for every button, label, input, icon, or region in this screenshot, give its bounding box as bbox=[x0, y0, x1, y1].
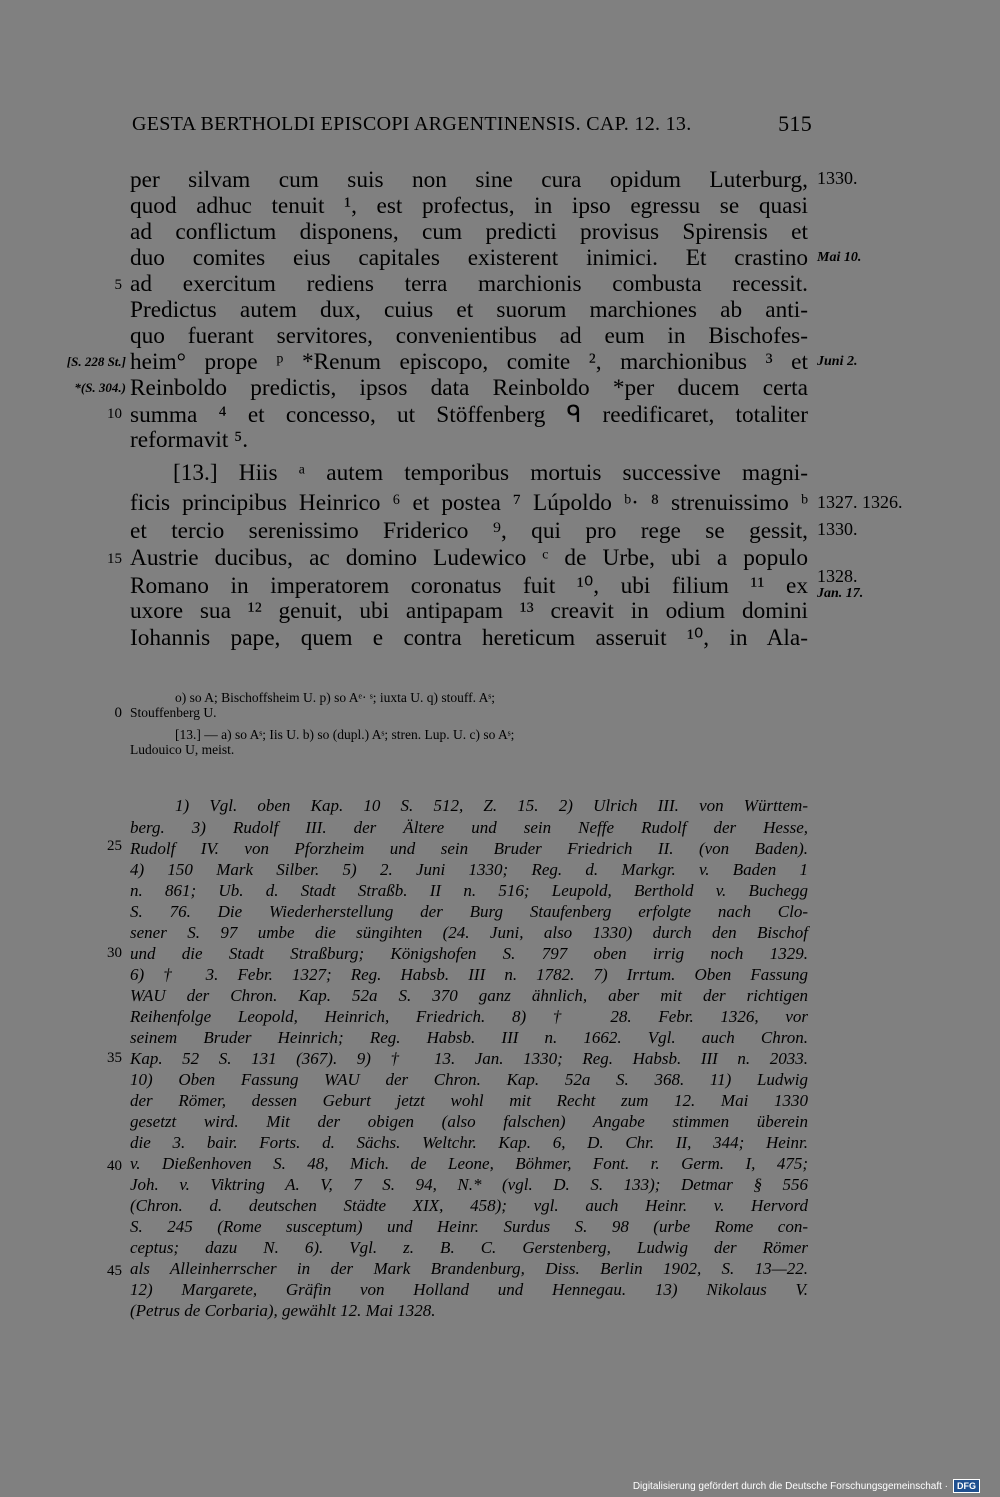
footnote-line: 10) Oben Fassung WAU der Chron. Kap. 52a S. 368. 11) Ludwig bbox=[130, 1070, 808, 1089]
text-line: uxore sua ¹² genuit, ubi antipapam ¹³ creavit in odium domini bbox=[130, 598, 808, 624]
footnote-line: 1) Vgl. oben Kap. 10 S. 512, Z. 15. 2) Ulrich III. von Württem- bbox=[175, 796, 808, 815]
footnote-line: S. 76. Die Wiederherstellung der Burg Staufenberg erfolgte nach Clo- bbox=[130, 902, 808, 921]
text-line: quo fuerant servitores, convenientibus ad eum in Bischofes- bbox=[130, 323, 808, 349]
footnote-line: ceptus; dazu N. 6). Vgl. z. B. C. Gerstenberg, Ludwig der Römer bbox=[130, 1238, 808, 1257]
line-number: 10 bbox=[107, 406, 122, 422]
line-number: 35 bbox=[107, 1050, 122, 1066]
text-line: ad exercitum rediens terra marchionis combusta recessit. bbox=[130, 271, 808, 297]
text-line: [13.] Hiis ᵃ autem temporibus mortuis successive magni- bbox=[173, 460, 808, 486]
line-number: 5 bbox=[114, 277, 122, 293]
funding-credit: Digitalisierung gefördert durch die Deutsche Forschungsgemeinschaft · bbox=[632, 1480, 948, 1492]
footnote-line: (Petrus de Corbaria), gewählt 12. Mai 1328. bbox=[130, 1301, 436, 1320]
footnote-line: WAU der Chron. Kap. 52a S. 370 ganz ähnlich, aber mit der richtigen bbox=[130, 986, 808, 1005]
footnote-line: S. 245 (Rome susceptum) und Heinr. Surdus S. 98 (urbe Rome con- bbox=[130, 1217, 808, 1236]
margin-date: 1330. bbox=[817, 519, 858, 539]
footnote-line: der Römer, dessen Geburt jetzt wohl mit Recht zum 12. Mai 1330 bbox=[130, 1091, 808, 1110]
line-number: 25 bbox=[107, 838, 122, 854]
margin-siglum: [S. 228 St.] bbox=[66, 354, 126, 369]
dfg-logo: DFG bbox=[953, 1479, 980, 1493]
footnote-line: sener S. 97 umbe die süngihten (24. Juni, also 1330) durch den Bischof bbox=[130, 923, 808, 942]
text-line: ficis principibus Heinrico ⁶ et postea ⁷ Lúpoldo ᵇ· ⁸ strenuissimo ᵇ bbox=[130, 490, 808, 516]
line-number: 45 bbox=[107, 1263, 122, 1279]
footnote-line: und die Stadt Straßburg; Königshofen S. 797 oben irrig noch 1329. bbox=[130, 944, 808, 963]
line-number: 0 bbox=[114, 705, 122, 721]
footnote-line: 4) 150 Mark Silber. 5) 2. Juni 1330; Reg. d. Markgr. v. Baden 1 bbox=[130, 860, 808, 879]
text-line: Reinboldo predictis, ipsos data Reinboldo *per ducem certa bbox=[130, 375, 808, 401]
text-line: Austrie ducibus, ac domino Ludewico ᶜ de Urbe, ubi a populo bbox=[130, 545, 808, 571]
footnote-line: Reihenfolge Leopold, Heinrich, Friedrich. 8) † 28. Febr. 1326, vor bbox=[130, 1007, 808, 1026]
text-line: Iohannis pape, quem e contra hereticum asseruit ¹⁰, in Ala- bbox=[130, 625, 808, 651]
text-line: et tercio serenissimo Friderico ⁹, qui pro rege se gessit, bbox=[130, 518, 808, 544]
line-number: 30 bbox=[107, 945, 122, 961]
line-number: 15 bbox=[107, 551, 122, 567]
text-line: summa ⁴ et concesso, ut Stöffenberg ᑫ reedificaret, totaliter bbox=[130, 402, 808, 428]
margin-date: 1328. bbox=[817, 566, 858, 586]
apparatus-line: o) so A; Bischoffsheim U. p) so Aᵉ· ˢ; iuxta U. q) stouff. Aˢ; bbox=[175, 690, 495, 705]
text-line: Romano in imperatorem coronatus fuit ¹⁰, ubi filium ¹¹ ex bbox=[130, 573, 808, 599]
margin-date: Juni 2. bbox=[817, 354, 858, 369]
text-line: quod adhuc tenuit ¹, est profectus, in ipso egressu se quasi bbox=[130, 193, 808, 219]
running-title: GESTA BERTHOLDI EPISCOPI ARGENTINENSIS. CAP. 12. 13. bbox=[132, 113, 692, 135]
margin-date: Mai 10. bbox=[817, 250, 862, 265]
margin-date: 1327. 1326. bbox=[817, 492, 903, 512]
footnote-line: seinem Bruder Heinrich; Reg. Habsb. III n. 1662. Vgl. auch Chron. bbox=[130, 1028, 808, 1047]
text-line: duo comites eius capitales existerent inimici. Et crastino bbox=[130, 245, 808, 271]
footnote-line: Joh. v. Viktring A. V, 7 S. 94, N.* (vgl. D. S. 133); Detmar § 556 bbox=[130, 1175, 808, 1194]
footnote-line: Kap. 52 S. 131 (367). 9) † 13. Jan. 1330; Reg. Habsb. III n. 2033. bbox=[130, 1049, 808, 1068]
footnote-line: berg. 3) Rudolf III. der Ältere und sein Neffe Rudolf der Hesse, bbox=[130, 818, 808, 837]
footnote-line: als Alleinherrscher in der Mark Brandenburg, Diss. Berlin 1902, S. 13—22. bbox=[130, 1259, 808, 1278]
margin-date: Jan. 17. bbox=[817, 586, 864, 601]
text-line: Predictus autem dux, cuius et suorum marchiones ab anti- bbox=[130, 297, 808, 323]
margin-siglum: *(S. 304.) bbox=[74, 380, 126, 395]
footnote-line: Rudolf IV. von Pforzheim und sein Bruder Friedrich II. (von Baden). bbox=[130, 839, 808, 858]
text-line: heim° prope ᵖ *Renum episcopo, comite ², marchionibus ³ et bbox=[130, 349, 808, 375]
text-line: ad conflictum disponens, cum predicti provisus Spirensis et bbox=[130, 219, 808, 245]
apparatus-line: Ludouico U, meist. bbox=[130, 742, 235, 757]
footnote-line: gesetzt wird. Mit der obigen (also falschen) Angabe stimmen überein bbox=[130, 1112, 808, 1131]
text-line: reformavit ⁵. bbox=[130, 427, 249, 453]
footnote-line: v. Dießenhoven S. 48, Mich. de Leone, Böhmer, Font. r. Germ. I, 475; bbox=[130, 1154, 808, 1173]
footnote-line: n. 861; Ub. d. Stadt Straßb. II n. 516; Leupold, Berthold v. Buchegg bbox=[130, 881, 808, 900]
text-line: per silvam cum suis non sine cura opidum Luterburg, bbox=[130, 167, 808, 193]
footnote-line: 12) Margarete, Gräfin von Holland und Hennegau. 13) Nikolaus V. bbox=[130, 1280, 808, 1299]
line-number: 40 bbox=[107, 1158, 122, 1174]
footer-credit bbox=[633, 1479, 980, 1493]
apparatus-line: Stouffenberg U. bbox=[130, 705, 217, 720]
footnote-line: die 3. bair. Forts. d. Sächs. Weltchr. Kap. 6, D. Chr. II, 344; Heinr. bbox=[130, 1133, 808, 1152]
footnote-line: (Chron. d. deutschen Städte XIX, 458); vgl. auch Heinr. v. Hervord bbox=[130, 1196, 808, 1215]
margin-date: 1330. bbox=[817, 168, 858, 188]
apparatus-line: [13.] — a) so Aˢ; Iis U. b) so (dupl.) Aˢ; stren. Lup. U. c) so Aˢ; bbox=[175, 727, 515, 742]
page-number: 515 bbox=[778, 111, 812, 136]
footnote-line: 6) † 3. Febr. 1327; Reg. Habsb. III n. 1782. 7) Irrtum. Oben Fassung bbox=[130, 965, 808, 984]
